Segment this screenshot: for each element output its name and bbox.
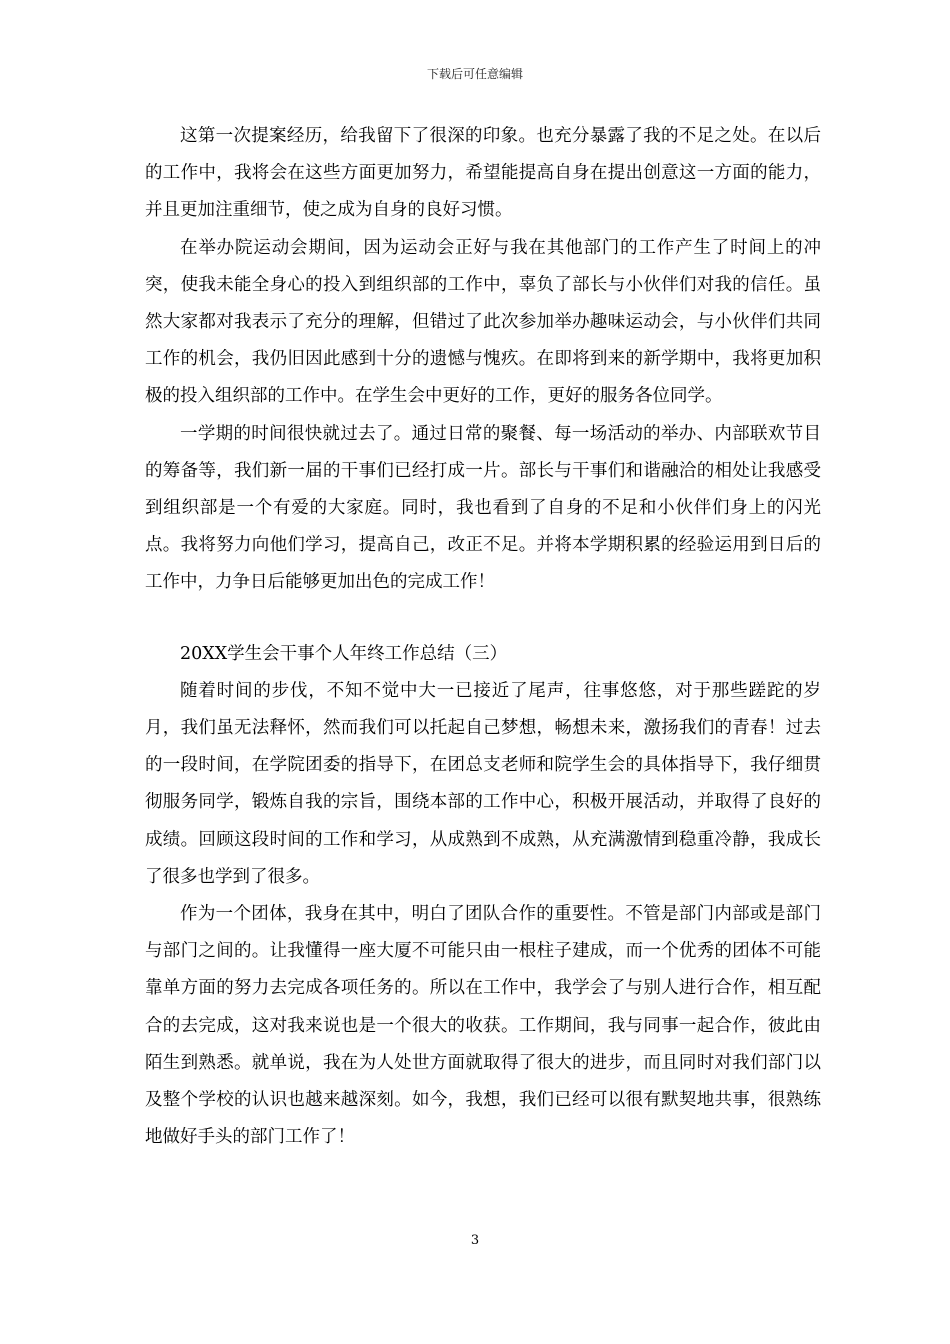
paragraph: 在举办院运动会期间，因为运动会正好与我在其他部门的工作产生了时间上的冲突，使我未能全身心的投入到组织部的工作中，辜负了部长与小伙伴们对我的信任。虽然大家都对我表示了充分的理解，但错过了此次参加举办趣味运动会，与小伙伴们共同工作的机会，我仍旧因此感到十分的遗憾与愧疚。在即将到来的新学期中，我将更加积极的投入组织部的工作中。在学生会中更好的工作，更好的服务各位同学。 [145,237,821,407]
paragraph: 随着时间的步伐，不知不觉中大一已接近了尾声，往事悠悠，对于那些蹉跎的岁月，我们虽无法释怀，然而我们可以托起自己梦想，畅想未来，激扬我们的青春！过去的一段时间，在学院团委的指导下，在团总支老师和院学生会的具体指导下，我仔细贯彻服务同学，锻炼自我的宗旨，围绕本部的工作中心，积极开展活动，并取得了良好的成绩。回顾这段时间的工作和学习，从成熟到不成熟，从充满激情到稳重冷静，我成长了很多也学到了很多。 [145,680,821,887]
section-title: 20XX学生会干事个人年终工作总结（三） [180,643,508,664]
page-number: 3 [470,1233,480,1248]
paragraph: 一学期的时间很快就过去了。通过日常的聚餐、每一场活动的举办、内部联欢节目的筹备等，我们新一届的干事们已经打成一片。部长与干事们和谐融洽的相处让我感受到组织部是一个有爱的大家庭。同时，我也看到了自身的不足和小伙伴们身上的闪光点。我将努力向他们学习，提高自己，改正不足。并将本学期积累的经验运用到日后的工作中，力争日后能够更加出色的完成工作！ [145,423,821,593]
paragraph: 这第一次提案经历，给我留下了很深的印象。也充分暴露了我的不足之处。在以后的工作中，我将会在这些方面更加努力，希望能提高自身在提出创意这一方面的能力，并且更加注重细节，使之成为自身的良好习惯。 [145,126,821,221]
document-body [145,118,821,1156]
page-header: 下载后可任意编辑 [426,67,523,81]
paragraph: 作为一个团体，我身在其中，明白了团队合作的重要性。不管是部门内部或是部门与部门之间的。让我懂得一座大厦不可能只由一根柱子建成，而一个优秀的团体不可能靠单方面的努力去完成各项任务的。所以在工作中，我学会了与别人进行合作，相互配合的去完成，这对我来说也是一个很大的收获。工作期间，我与同事一起合作，彼此由陌生到熟悉。就单说，我在为人处世方面就取得了很大的进步，而且同时对我们部门以及整个学校的认识也越来越深刻。如今，我想，我们已经可以很有默契地共事，很熟练地做好手头的部门工作了！ [145,904,821,1148]
section-spacer [145,602,821,636]
